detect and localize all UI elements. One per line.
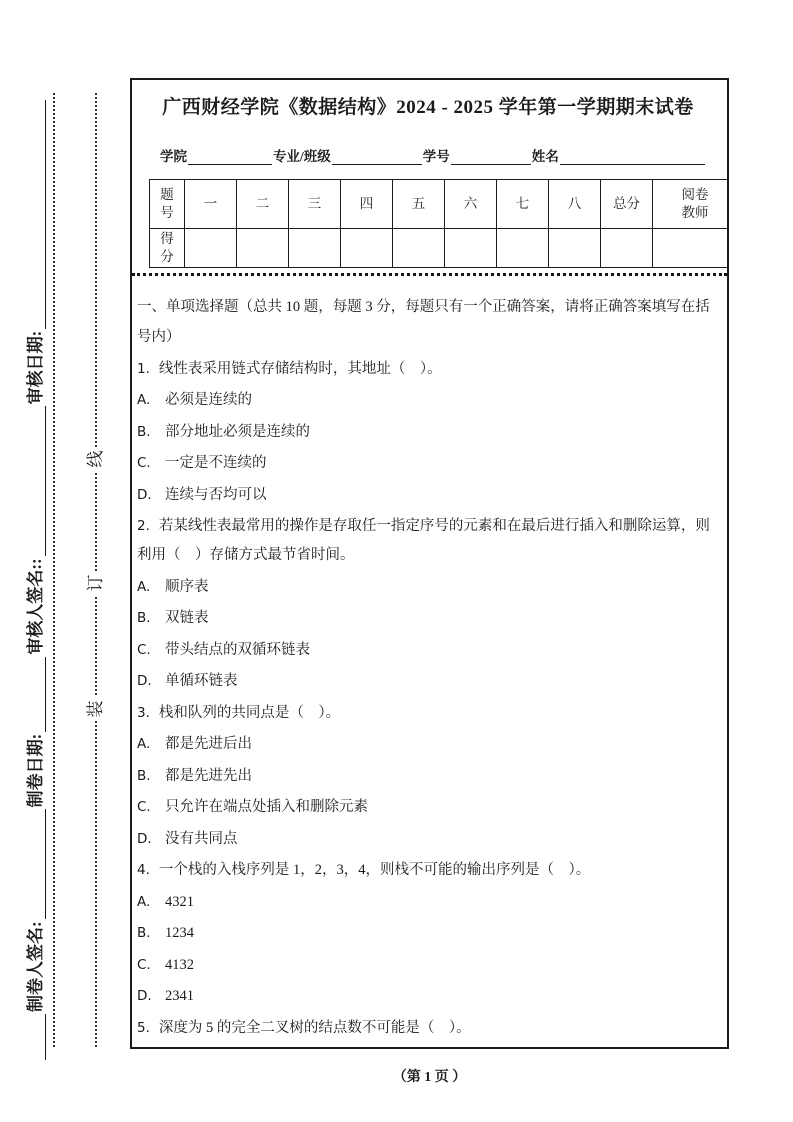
question-option [137, 982, 719, 1011]
binding-dotted-line-inner [95, 93, 97, 1047]
score-cell [393, 229, 445, 268]
score-row-label-text: 得分 [160, 231, 174, 264]
option-letter: A. [137, 893, 151, 910]
score-cell [601, 229, 653, 268]
option-letter: B. [137, 767, 151, 784]
question-option [137, 825, 719, 854]
option-letter: B. [137, 423, 151, 440]
question-option [137, 604, 719, 633]
question-line [137, 512, 719, 570]
option-letter: D. [137, 486, 152, 503]
option-letter: C. [137, 455, 151, 471]
option-text: 4132 [165, 956, 194, 973]
side-label: 审核人签名:: [26, 558, 45, 655]
question-number: 1. [137, 360, 150, 377]
page-footer: （第 1 页 ） [392, 1070, 467, 1085]
binding-char: 线 [85, 447, 107, 471]
option-text: 必须是连续的 [165, 392, 252, 408]
binding-char: 装 [85, 697, 107, 721]
question-text: 深度为 5 的完全二叉树的结点数不可能是（ ）。 [158, 1019, 471, 1036]
score-table-header-row [150, 180, 730, 229]
side-blank-line [26, 100, 46, 329]
field-blank-line [451, 148, 531, 165]
score-table [149, 179, 729, 268]
question-text: 栈和队列的共同点是（ ）。 [158, 704, 341, 721]
question-option [137, 573, 719, 602]
question-option [137, 793, 719, 822]
binding-char: 订 [85, 571, 107, 595]
score-row-label [150, 229, 185, 268]
option-text: 都是先进后出 [165, 736, 252, 752]
question-block [137, 355, 719, 510]
binding-dotted-line-outer [53, 93, 55, 1047]
question-options [137, 386, 719, 510]
question-number: 3. [137, 704, 150, 721]
question-option [137, 667, 719, 696]
option-text: 单循环链表 [165, 673, 238, 689]
side-label: 制卷日期: [26, 733, 45, 808]
question-option [137, 919, 719, 948]
option-letter: D. [137, 673, 152, 689]
score-cell [653, 229, 730, 268]
score-column-header-text: 阅卷教师 [681, 187, 709, 220]
exam-title: 广西财经学院《数据结构》2024 - 2025 学年第一学期期末试卷 [162, 97, 694, 118]
side-blank-line [26, 809, 46, 919]
score-cell [445, 229, 497, 268]
question-option [137, 730, 719, 759]
score-cell [237, 229, 289, 268]
side-label: 审核日期: [26, 330, 45, 405]
score-column-header: 一 [185, 180, 237, 229]
question-option [137, 888, 719, 917]
question-option [137, 481, 719, 510]
dotted-separator [132, 273, 727, 276]
option-text: 2341 [165, 988, 194, 1004]
question-option [137, 951, 719, 980]
question-options [137, 573, 719, 697]
question-option [137, 762, 719, 791]
option-text: 只允许在端点处插入和删除元素 [165, 799, 368, 815]
field-blank-line [332, 148, 422, 165]
question-line [137, 856, 719, 885]
question-line [137, 1014, 719, 1043]
score-table-corner-header [150, 180, 185, 229]
side-blank-line [26, 406, 46, 556]
score-column-header: 八 [549, 180, 601, 229]
side-blank-line [26, 1014, 46, 1060]
option-letter: A. [137, 578, 151, 595]
option-letter: C. [137, 956, 151, 973]
score-column-header: 二 [237, 180, 289, 229]
score-column-header [653, 180, 730, 229]
question-option [137, 418, 719, 447]
student-info-row [159, 145, 705, 165]
question-block [137, 856, 719, 1011]
option-letter: A. [137, 736, 151, 752]
score-table-score-row [150, 229, 730, 268]
option-text: 顺序表 [165, 578, 209, 595]
option-letter: D. [137, 830, 152, 847]
option-text: 双链表 [165, 610, 209, 626]
question-block [137, 699, 719, 854]
option-letter: B. [137, 925, 151, 941]
question-line [137, 355, 719, 384]
score-column-header: 七 [497, 180, 549, 229]
field-label: 姓名 [531, 149, 559, 164]
questions-container [137, 355, 719, 1043]
question-option [137, 449, 719, 478]
score-cell [549, 229, 601, 268]
side-label: 制卷人签名: [26, 921, 45, 1012]
option-text: 连续与否均可以 [165, 486, 267, 503]
option-letter: D. [137, 988, 152, 1004]
score-column-header: 四 [341, 180, 393, 229]
question-block [137, 512, 719, 696]
option-text: 没有共同点 [165, 830, 238, 847]
option-letter: A. [137, 392, 151, 408]
score-column-header: 总分 [601, 180, 653, 229]
option-text: 1234 [165, 925, 194, 941]
question-text: 一个栈的入栈序列是 1，2，3，4，则栈不可能的输出序列是（ ）。 [158, 862, 591, 878]
field-blank-line [560, 148, 705, 165]
corner-header-text: 题号 [160, 187, 174, 220]
field-blank-line [188, 148, 272, 165]
side-blank-line [26, 657, 46, 732]
option-letter: B. [137, 610, 151, 626]
score-column-header: 六 [445, 180, 497, 229]
question-text: 线性表采用链式存储结构时，其地址（ ）。 [158, 360, 442, 377]
option-text: 一定是不连续的 [165, 455, 267, 471]
option-text: 部分地址必须是连续的 [165, 423, 310, 440]
option-text: 带头结点的双循环链表 [165, 641, 310, 658]
question-options [137, 888, 719, 1012]
field-label: 专业/班级 [273, 149, 331, 164]
question-text: 若某线性表最常用的操作是存取任一指定序号的元素和在最后进行插入和删除运算，则利用（ ）存储方式最节省时间。 [137, 518, 710, 563]
option-text: 4321 [165, 893, 194, 910]
score-cell [289, 229, 341, 268]
exam-sheet [130, 78, 729, 1049]
score-column-header: 五 [393, 180, 445, 229]
option-letter: C. [137, 641, 151, 658]
score-cell [497, 229, 549, 268]
field-label: 学院 [160, 149, 187, 164]
question-number: 2. [137, 518, 150, 534]
question-option [137, 386, 719, 415]
section-one-heading: 一、单项选择题（总共 10 题，每题 3 分，每题只有一个正确答案，请将正确答案填写在括号内） [137, 299, 710, 345]
option-text: 都是先进先出 [165, 767, 252, 784]
question-block [137, 1014, 719, 1043]
question-options [137, 730, 719, 854]
field-label: 学号 [422, 149, 450, 164]
question-line [137, 699, 719, 728]
question-number: 5. [137, 1019, 150, 1036]
option-letter: C. [137, 799, 151, 815]
score-cell [185, 229, 237, 268]
score-cell [341, 229, 393, 268]
question-option [137, 636, 719, 665]
score-column-header: 三 [289, 180, 341, 229]
question-number: 4. [137, 862, 150, 878]
side-signature-strip [26, 100, 46, 1060]
